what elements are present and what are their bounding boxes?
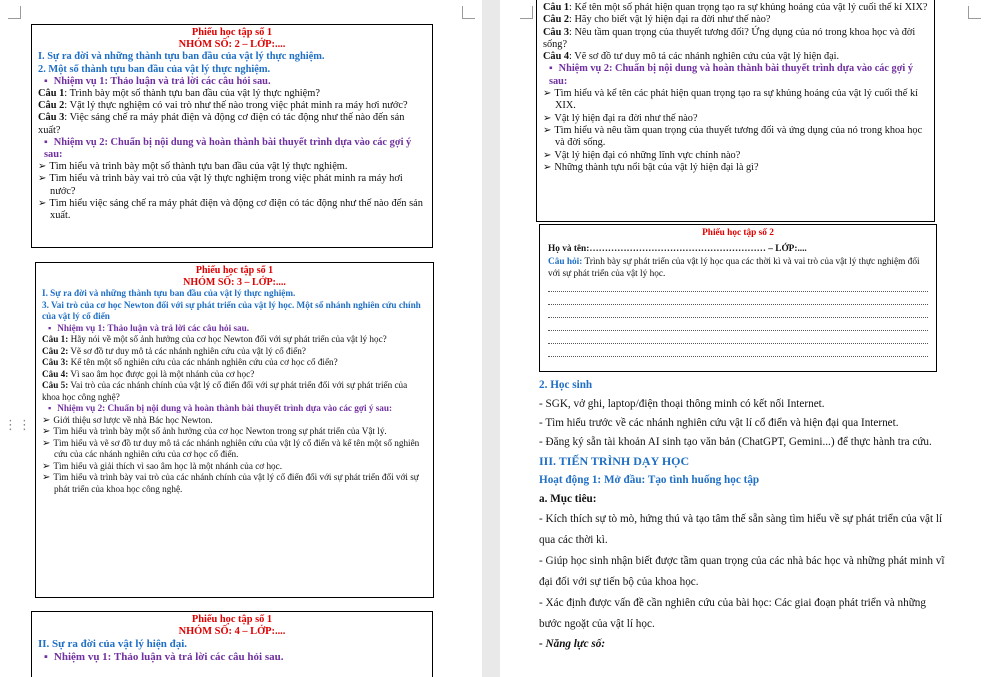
question-item: Câu 1: Trình bày một số thành tựu ban đầu của vật lý thực nghiệm? bbox=[38, 88, 320, 100]
question-item: Câu 4: Vì sao âm học được gọi là một nhánh của cơ học? bbox=[42, 368, 255, 379]
page-corner-mark bbox=[8, 6, 21, 19]
drag-handle-icon[interactable]: ⋮⋮ bbox=[4, 418, 32, 433]
group-label: NHÓM SỐ: 4 – LỚP:.... bbox=[178, 626, 286, 638]
hint-item: ➢ Giới thiệu sơ lược về nhà Bác học Newton. bbox=[42, 415, 427, 427]
paragraph: - Giúp học sinh nhận biết được tầm quan trọng của các nhà bác học và những phát minh vĩ đại đối với sự tiến bộ của khoa học. bbox=[539, 555, 945, 588]
section-heading: II. Sự ra đời của vật lý hiện đại. bbox=[38, 638, 187, 651]
hint-item: ➢ Tìm hiểu và kể tên các phát hiện quan trọng tạo ra sự khủng hoảng của vật lý cuối thế kỉ XIX. bbox=[543, 88, 928, 113]
name-line: Họ và tên:………………………………………………… – LỚP:.... bbox=[548, 243, 807, 254]
hint-item: ➢ Tìm hiểu và giải thích vì sao âm học là một nhánh của cơ học. bbox=[42, 461, 427, 473]
answer-line[interactable] bbox=[548, 319, 928, 331]
worksheet-box-group3 bbox=[35, 262, 434, 598]
page-corner-mark bbox=[520, 6, 533, 19]
worksheet-question: Câu hỏi: Trình bày sự phát triển của vật lý học qua các thời kì và vai trò của vật lý thực nghiệm đối với sự phát triển của vật lý học. bbox=[548, 257, 920, 279]
paragraph: - Kích thích sự tò mò, hứng thú và tạo tâm thế sẵn sàng tìm hiểu về sự phát triển của vật lí qua các thời kì. bbox=[539, 513, 943, 546]
body-text bbox=[539, 376, 951, 654]
hint-item: ➢ Những thành tựu nổi bật của vật lý hiện đại là gì? bbox=[543, 162, 928, 174]
objective-label: a. Mục tiêu: bbox=[539, 493, 597, 505]
hint-item: ➢ Tìm hiểu việc sáng chế ra máy phát điện và động cơ điện có tác động như thế nào đến sản xuất. bbox=[38, 198, 426, 222]
question-item: Câu 2: Hãy cho biết vật lý hiện đại ra đời như thế nào? bbox=[543, 14, 771, 26]
paragraph: - Đăng ký sẵn tài khoản AI sinh tạo văn bản (ChatGPT, Gemini...) để thực hành tra cứu. bbox=[539, 436, 932, 448]
activity-heading: Hoạt động 1: Mở đầu: Tạo tình huống học tập bbox=[539, 474, 760, 486]
section-heading: I. Sự ra đời và những thành tựu ban đầu của vật lý thực nghiệm. bbox=[38, 51, 325, 63]
paragraph: - Tìm hiểu trước về các nhánh nghiên cứu vật lí cổ điển và hiện đại qua Internet. bbox=[539, 417, 899, 429]
document-page-left bbox=[0, 0, 482, 677]
answer-line[interactable] bbox=[548, 345, 928, 357]
task-1-heading: ▪ Nhiệm vụ 1: Thảo luận và trả lời các câu hỏi sau. bbox=[38, 651, 426, 663]
task-2-heading: ▪ Nhiệm vụ 2: Chuẩn bị nội dung và hoàn thành bài thuyết trình dựa vào các gợi ý sau: bbox=[543, 63, 928, 88]
hint-item: ➢ Tìm hiểu và trình bày vai trò của các nhánh chính của vật lý cổ điển đối với sự phát triển đối với sự phát triển của khoa học công nghệ. bbox=[42, 472, 427, 495]
group-label: NHÓM SỐ: 2 – LỚP:.... bbox=[178, 39, 286, 51]
worksheet-title: Phiếu học tập số 1 bbox=[195, 265, 274, 276]
question-item: Câu 4: Vẽ sơ đồ tư duy mô tả các nhánh nghiên cứu của vật lý hiện đại. bbox=[543, 51, 840, 63]
hint-item: ➢ Tìm hiểu và trình bày vai trò của vật lý thực nghiệm trong việc phát minh ra máy hơi nước? bbox=[38, 173, 426, 197]
question-item: Câu 2: Vật lý thực nghiệm có vai trò như thế nào trong việc phát minh ra máy hơi nước? bbox=[38, 100, 408, 112]
page-corner-mark bbox=[462, 6, 475, 19]
section-subheading: 3. Vai trò của cơ học Newton đối với sự phát triển của vật lý học. Một số nhánh nghiên cứu chính của vật lý cổ điển bbox=[42, 299, 421, 321]
hint-item: ➢ Vật lý hiện đại ra đời như thế nào? bbox=[543, 113, 928, 125]
worksheet-box-group4 bbox=[31, 611, 433, 677]
group-label: NHÓM SỐ: 3 – LỚP:.... bbox=[183, 276, 286, 288]
paragraph: - Xác định được vấn đề cần nghiên cứu của bài học: Các giai đoạn phát triển và những bước ngoặt của vật lí học. bbox=[539, 597, 926, 630]
worksheet-title: Phiếu học tập số 2 bbox=[702, 228, 774, 238]
section-heading-students: 2. Học sinh bbox=[539, 379, 593, 391]
skills-label: - Năng lực số: bbox=[539, 638, 606, 650]
worksheet-box-continued bbox=[536, 0, 935, 222]
hint-item: ➢ Vật lý hiện đại có những lĩnh vực chính nào? bbox=[543, 150, 928, 162]
worksheet-title: Phiếu học tập số 1 bbox=[191, 614, 273, 625]
section-heading: I. Sự ra đời và những thành tựu ban đầu của vật lý thực nghiệm. bbox=[42, 288, 296, 298]
hint-item: ➢ Tìm hiểu và trình bày một số ảnh hưởng của cơ học Newton trong sự phát triển của Vật lý. bbox=[42, 426, 427, 438]
question-item: Câu 3: Nêu tầm quan trọng của thuyết tương đối? Ứng dụng của nó trong khoa học và đời sống? bbox=[543, 26, 916, 50]
question-item: Câu 5: Vai trò của các nhánh chính của vật lý cổ điển đối với sự phát triển đối với sự phát triển của khoa học công nghệ? bbox=[42, 380, 408, 402]
task-1-heading: ▪ Nhiệm vụ 1: Thảo luận và trả lời các câu hỏi sau. bbox=[38, 76, 426, 88]
section-subheading: 2. Một số thành tựu ban đầu của vật lý thực nghiệm. bbox=[38, 63, 271, 75]
answer-line[interactable] bbox=[548, 306, 928, 318]
hint-item: ➢ Tìm hiểu và trình bày một số thành tựu ban đầu của vật lý thực nghiệm. bbox=[38, 161, 426, 173]
answer-line[interactable] bbox=[548, 293, 928, 305]
hint-item: ➢ Tìm hiểu và vẽ sơ đồ tư duy mô tả các nhánh nghiên cứu của vật lý cổ điển và kể tên một số nghiên cứu của các nhánh nghiên cứu của cơ học cổ điển. bbox=[42, 438, 427, 461]
task-2-heading: ▪ Nhiệm vụ 2: Chuẩn bị nội dung và hoàn thành bài thuyết trình dựa vào các gợi ý sau: bbox=[38, 137, 426, 161]
worksheet-title: Phiếu học tập số 1 bbox=[191, 27, 273, 38]
page-corner-mark bbox=[968, 6, 981, 19]
question-item: Câu 3: Việc sáng chế ra máy phát điện và động cơ điện có tác động như thế nào đến sản xuất? bbox=[38, 112, 405, 136]
question-item: Câu 3: Kể tên một số nghiên cứu của các nhánh nghiên cứu của cơ học cổ điển? bbox=[42, 357, 338, 367]
answer-line[interactable] bbox=[548, 332, 928, 344]
task-2-heading: ▪ Nhiệm vụ 2: Chuẩn bị nội dung và hoàn thành bài thuyết trình dựa vào các gợi ý sau: bbox=[42, 403, 427, 415]
answer-line[interactable] bbox=[548, 280, 928, 292]
question-item: Câu 2: Vẽ sơ đồ tư duy mô tả các nhánh nghiên cứu của vật lý cổ điển? bbox=[42, 345, 306, 356]
hint-item: ➢ Tìm hiểu và nêu tầm quan trọng của thuyết tương đối và ứng dụng của nó trong khoa học và đời sống. bbox=[543, 125, 928, 150]
paragraph: - SGK, vở ghi, laptop/điện thoại thông minh có kết nối Internet. bbox=[539, 398, 825, 410]
worksheet-box-group2 bbox=[31, 24, 433, 248]
section-heading-process: III. TIẾN TRÌNH DẠY HỌC bbox=[539, 454, 690, 468]
task-1-heading: ▪ Nhiệm vụ 1: Thảo luận và trả lời các câu hỏi sau. bbox=[42, 323, 427, 335]
question-item: Câu 1: Kể tên một số phát hiện quan trọng tạo ra sự khủng hoảng của vật lý cuối thế kỉ XIX? bbox=[543, 2, 928, 13]
question-item: Câu 1: Hãy nói về một số ảnh hưởng của cơ học Newton đối với sự phát triển của vật lý học? bbox=[42, 334, 387, 344]
document-page-right bbox=[500, 0, 992, 677]
worksheet-box-2 bbox=[539, 224, 937, 372]
